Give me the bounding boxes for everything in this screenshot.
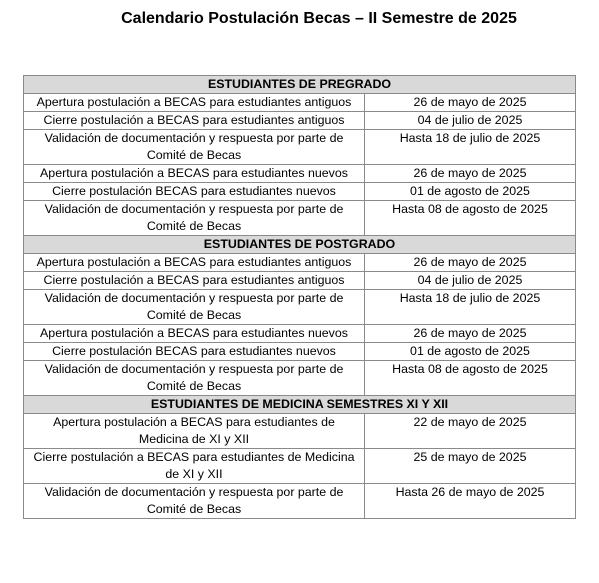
table-row — [24, 94, 576, 112]
date-cell: 26 de mayo de 2025 — [365, 165, 576, 183]
date-cell: Hasta 18 de julio de 2025 — [365, 130, 576, 165]
activity-cell: Cierre postulación a BECAS para estudiantes antiguos — [24, 272, 365, 290]
activity-cell: Validación de documentación y respuesta por parte de Comité de Becas — [24, 201, 365, 236]
table-row — [24, 343, 576, 361]
date-cell: 26 de mayo de 2025 — [365, 325, 576, 343]
section-header-postgrado — [24, 236, 576, 254]
calendar-table — [23, 75, 576, 519]
section-heading: ESTUDIANTES DE MEDICINA SEMESTRES XI Y XII — [24, 396, 576, 414]
activity-cell: Apertura postulación a BECAS para estudiantes nuevos — [24, 325, 365, 343]
page-title: Calendario Postulación Becas – II Semestre de 2025 — [121, 10, 517, 27]
activity-cell: Validación de documentación y respuesta por parte de Comité de Becas — [24, 484, 365, 519]
table-row — [24, 112, 576, 130]
activity-cell: Apertura postulación a BECAS para estudiantes nuevos — [24, 165, 365, 183]
date-cell: 26 de mayo de 2025 — [365, 94, 576, 112]
date-cell: 25 de mayo de 2025 — [365, 449, 576, 484]
table-row — [24, 449, 576, 484]
date-cell: Hasta 18 de julio de 2025 — [365, 290, 576, 325]
table-row — [24, 201, 576, 236]
table-row — [24, 165, 576, 183]
date-cell: 26 de mayo de 2025 — [365, 254, 576, 272]
table-row — [24, 254, 576, 272]
table-row — [24, 361, 576, 396]
activity-cell: Cierre postulación a BECAS para estudiantes antiguos — [24, 112, 365, 130]
date-cell: 04 de julio de 2025 — [365, 112, 576, 130]
activity-cell: Apertura postulación a BECAS para estudiantes antiguos — [24, 94, 365, 112]
date-cell: 22 de mayo de 2025 — [365, 414, 576, 449]
activity-cell: Cierre postulación BECAS para estudiantes nuevos — [24, 183, 365, 201]
table-row — [24, 272, 576, 290]
date-cell: 01 de agosto de 2025 — [365, 343, 576, 361]
activity-cell: Cierre postulación a BECAS para estudiantes de Medicina de XI y XII — [24, 449, 365, 484]
section-header-medicina — [24, 396, 576, 414]
table-row — [24, 183, 576, 201]
date-cell: Hasta 08 de agosto de 2025 — [365, 361, 576, 396]
table-row — [24, 484, 576, 519]
section-heading: ESTUDIANTES DE PREGRADO — [24, 76, 576, 94]
date-cell: 04 de julio de 2025 — [365, 272, 576, 290]
activity-cell: Cierre postulación BECAS para estudiantes nuevos — [24, 343, 365, 361]
section-heading: ESTUDIANTES DE POSTGRADO — [24, 236, 576, 254]
activity-cell: Validación de documentación y respuesta por parte de Comité de Becas — [24, 130, 365, 165]
date-cell: Hasta 26 de mayo de 2025 — [365, 484, 576, 519]
date-cell: 01 de agosto de 2025 — [365, 183, 576, 201]
activity-cell: Validación de documentación y respuesta por parte de Comité de Becas — [24, 361, 365, 396]
activity-cell: Apertura postulación a BECAS para estudiantes de Medicina de XI y XII — [24, 414, 365, 449]
activity-cell: Validación de documentación y respuesta por parte de Comité de Becas — [24, 290, 365, 325]
section-header-pregrado — [24, 76, 576, 94]
table-row — [24, 325, 576, 343]
activity-cell: Apertura postulación a BECAS para estudiantes antiguos — [24, 254, 365, 272]
date-cell: Hasta 08 de agosto de 2025 — [365, 201, 576, 236]
table-row — [24, 414, 576, 449]
table-row — [24, 130, 576, 165]
table-row — [24, 290, 576, 325]
